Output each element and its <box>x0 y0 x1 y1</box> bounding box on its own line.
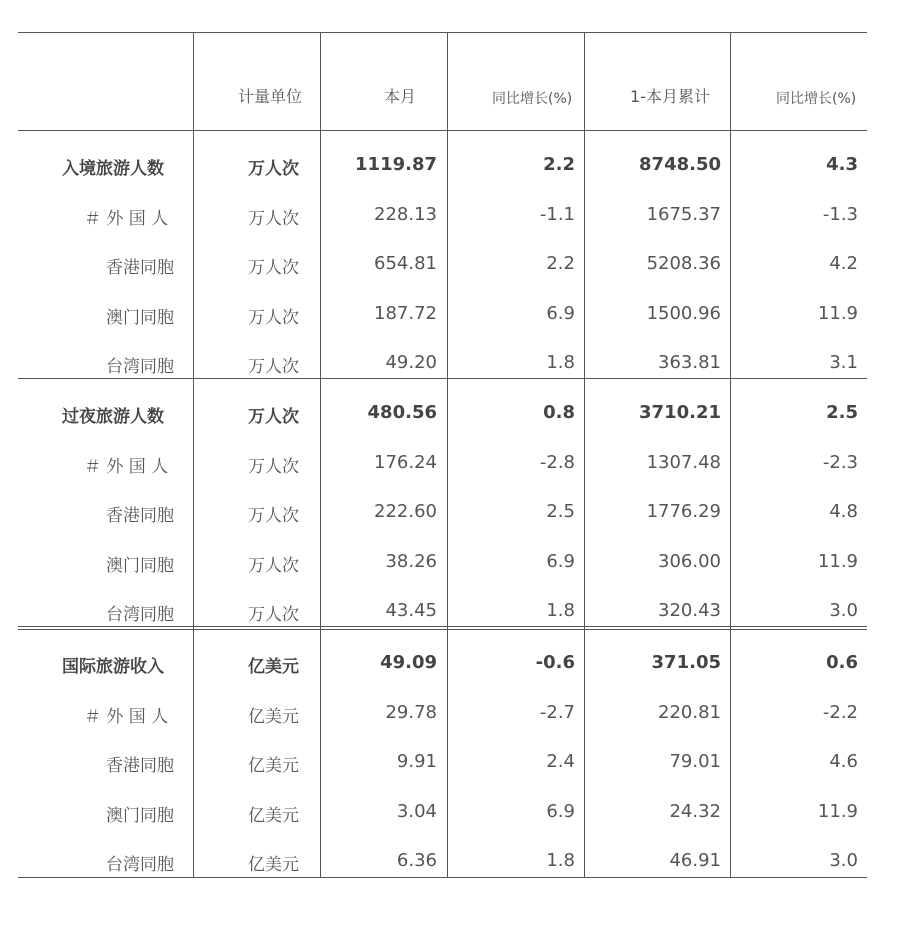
row-name: ＃ 外 国 人 <box>84 456 169 477</box>
row-unit: 万人次 <box>248 456 299 477</box>
row-yoy-cumulative-value: 4.6 <box>829 751 858 773</box>
table-bottom-rule <box>18 877 867 878</box>
row-name: 台湾同胞 <box>106 605 174 626</box>
row-cumulative-value: 220.81 <box>658 701 721 723</box>
row-cumulative-value: 1500.96 <box>646 302 721 324</box>
row-yoy-month-value: 6.9 <box>546 302 575 324</box>
tourism-statistics-table <box>18 32 867 878</box>
row-cumulative-value: 320.43 <box>658 600 721 622</box>
header-yoy-cumulative: 同比增长(%) <box>776 91 857 107</box>
row-yoy-cumulative-value: 3.0 <box>829 600 858 622</box>
row-month-value: 222.60 <box>374 501 437 523</box>
row-month-value: 187.72 <box>374 302 437 324</box>
row-yoy-month-value: 6.9 <box>546 550 575 572</box>
row-cumulative-value: 306.00 <box>658 550 721 572</box>
row-unit: 万人次 <box>248 307 299 328</box>
row-name: 台湾同胞 <box>106 357 174 378</box>
row-name: 香港同胞 <box>106 506 174 527</box>
row-cumulative-value: 1776.29 <box>646 501 721 523</box>
row-month-value: 1119.87 <box>355 154 437 175</box>
row-name: 香港同胞 <box>106 258 174 279</box>
row-yoy-cumulative-value: 3.1 <box>829 352 858 374</box>
row-unit: 亿美元 <box>248 805 299 826</box>
row-yoy-month-value: 2.5 <box>546 501 575 523</box>
section-divider-2 <box>18 626 867 627</box>
section-divider-1 <box>18 378 867 379</box>
row-unit: 亿美元 <box>248 855 299 876</box>
row-unit: 亿美元 <box>248 706 299 727</box>
row-yoy-month-value: 2.2 <box>543 154 575 175</box>
col-divider-1 <box>193 32 194 878</box>
row-name: 国际旅游收入 <box>62 657 164 677</box>
row-unit: 亿美元 <box>248 756 299 777</box>
row-cumulative-value: 24.32 <box>669 800 721 822</box>
row-name: ＃ 外 国 人 <box>84 706 169 727</box>
row-cumulative-value: 3710.21 <box>639 402 721 423</box>
row-cumulative-value: 79.01 <box>669 751 721 773</box>
row-month-value: 3.04 <box>396 800 437 822</box>
header-month: 本月 <box>384 87 417 106</box>
row-name: 澳门同胞 <box>106 805 174 826</box>
row-yoy-cumulative-value: 4.2 <box>829 253 858 275</box>
row-unit: 万人次 <box>248 159 299 179</box>
row-name: 香港同胞 <box>106 756 174 777</box>
row-yoy-month-value: 1.8 <box>546 600 575 622</box>
row-month-value: 29.78 <box>385 701 437 723</box>
row-yoy-cumulative-value: 2.5 <box>826 402 858 423</box>
row-month-value: 176.24 <box>374 451 437 473</box>
row-yoy-cumulative-value: -1.3 <box>822 203 858 225</box>
row-month-value: 654.81 <box>374 253 437 275</box>
row-month-value: 49.09 <box>380 652 437 673</box>
row-month-value: 228.13 <box>374 203 437 225</box>
row-cumulative-value: 1307.48 <box>646 451 721 473</box>
row-yoy-cumulative-value: 4.3 <box>826 154 858 175</box>
row-yoy-cumulative-value: 11.9 <box>817 550 858 572</box>
row-yoy-month-value: 2.4 <box>546 751 575 773</box>
row-yoy-month-value: -2.7 <box>539 701 575 723</box>
row-month-value: 6.36 <box>396 850 437 872</box>
row-yoy-month-value: -0.6 <box>535 652 575 673</box>
row-unit: 亿美元 <box>248 657 299 677</box>
header-cumulative: 1-本月累计 <box>630 87 710 106</box>
row-name: 澳门同胞 <box>106 307 174 328</box>
row-cumulative-value: 8748.50 <box>639 154 721 175</box>
row-name: 入境旅游人数 <box>62 159 164 179</box>
row-cumulative-value: 46.91 <box>669 850 721 872</box>
header-yoy-month: 同比增长(%) <box>492 91 573 107</box>
row-yoy-month-value: 2.2 <box>546 253 575 275</box>
row-name: 台湾同胞 <box>106 855 174 876</box>
row-yoy-month-value: 0.8 <box>543 402 575 423</box>
row-month-value: 43.45 <box>385 600 437 622</box>
row-cumulative-value: 1675.37 <box>646 203 721 225</box>
row-cumulative-value: 363.81 <box>658 352 721 374</box>
row-yoy-month-value: 1.8 <box>546 850 575 872</box>
row-month-value: 38.26 <box>385 550 437 572</box>
header-bottom-rule <box>18 130 867 131</box>
table-top-rule <box>18 32 867 33</box>
row-name: ＃ 外 国 人 <box>84 208 169 229</box>
row-unit: 万人次 <box>248 555 299 576</box>
row-yoy-cumulative-value: 3.0 <box>829 850 858 872</box>
row-cumulative-value: 5208.36 <box>646 253 721 275</box>
row-yoy-cumulative-value: -2.2 <box>822 701 858 723</box>
row-unit: 万人次 <box>248 258 299 279</box>
row-month-value: 49.20 <box>385 352 437 374</box>
row-yoy-cumulative-value: 11.9 <box>817 800 858 822</box>
row-unit: 万人次 <box>248 208 299 229</box>
row-yoy-month-value: -2.8 <box>539 451 575 473</box>
row-cumulative-value: 371.05 <box>651 652 721 673</box>
row-unit: 万人次 <box>248 407 299 427</box>
section-divider-2b <box>18 629 867 630</box>
row-yoy-cumulative-value: 4.8 <box>829 501 858 523</box>
row-name: 澳门同胞 <box>106 555 174 576</box>
row-yoy-month-value: 6.9 <box>546 800 575 822</box>
row-month-value: 480.56 <box>367 402 437 423</box>
row-month-value: 9.91 <box>396 751 437 773</box>
row-yoy-cumulative-value: 0.6 <box>826 652 858 673</box>
row-unit: 万人次 <box>248 357 299 378</box>
row-yoy-cumulative-value: -2.3 <box>822 451 858 473</box>
row-yoy-month-value: -1.1 <box>539 203 575 225</box>
row-yoy-month-value: 1.8 <box>546 352 575 374</box>
row-unit: 万人次 <box>248 506 299 527</box>
row-name: 过夜旅游人数 <box>62 407 164 427</box>
row-unit: 万人次 <box>248 605 299 626</box>
header-unit: 计量单位 <box>238 87 303 106</box>
row-yoy-cumulative-value: 11.9 <box>817 302 858 324</box>
